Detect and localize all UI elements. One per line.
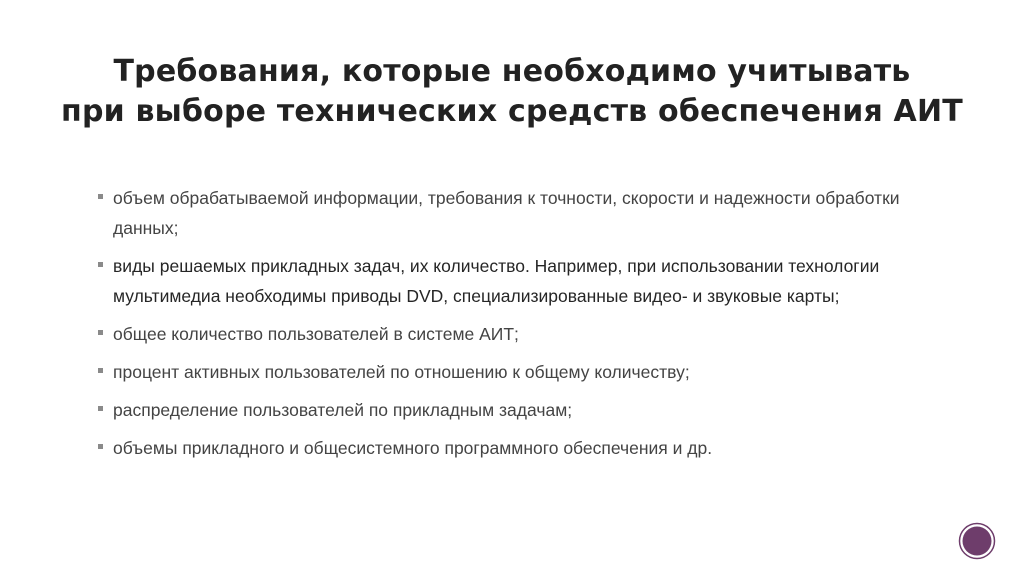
slide-title-line-1: Требования, которые необходимо учитывать	[113, 54, 911, 89]
bullet-list	[96, 183, 956, 471]
bullet-icon	[98, 194, 103, 199]
circle-logo-icon	[958, 522, 996, 560]
bullet-icon	[98, 330, 103, 335]
slide-title-line-2: при выборе технических средств обеспечения АИТ	[61, 94, 963, 129]
bullet-icon	[98, 406, 103, 411]
list-item	[96, 357, 956, 387]
list-item	[96, 395, 956, 425]
list-item	[96, 433, 956, 463]
list-item-text: объемы прикладного и общесистемного программного обеспечения и др.	[113, 438, 713, 458]
bullet-icon	[98, 262, 103, 267]
list-item	[96, 183, 956, 243]
bullet-icon	[98, 444, 103, 449]
slide-title	[0, 52, 1024, 132]
bullet-icon	[98, 368, 103, 373]
list-item-text: процент активных пользователей по отношению к общему количеству;	[113, 362, 690, 382]
list-item	[96, 251, 956, 311]
list-item-text: объем обрабатываемой информации, требования к точности, скорости и надежности обработки данных;	[113, 188, 900, 238]
list-item-text: распределение пользователей по прикладным задачам;	[113, 400, 573, 420]
list-item-text: общее количество пользователей в системе АИТ;	[113, 324, 519, 344]
list-item-text: виды решаемых прикладных задач, их количество. Например, при использовании технологии мультимедиа необходимы приводы DVD, специализированные видео- и звуковые карты;	[113, 256, 880, 306]
list-item	[96, 319, 956, 349]
